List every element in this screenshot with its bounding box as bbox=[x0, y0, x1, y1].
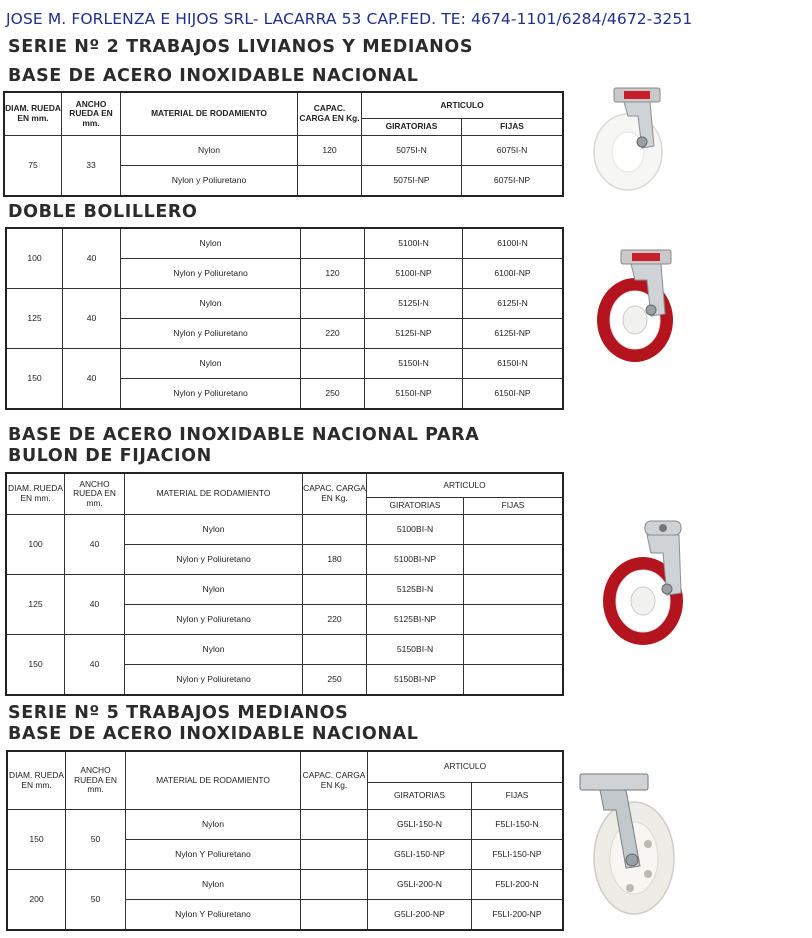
diam-cell: 75 bbox=[5, 136, 62, 196]
diam-cell: 100 bbox=[7, 229, 63, 289]
material-cell: Nylon bbox=[125, 635, 303, 665]
capac-cell bbox=[301, 229, 365, 259]
material-cell: Nylon y Poliuretano bbox=[125, 605, 303, 635]
fija-code-cell bbox=[464, 635, 563, 665]
fija-code-cell bbox=[464, 515, 563, 545]
diam-cell: 200 bbox=[8, 870, 66, 930]
fija-code-cell: F5LI-200-NP bbox=[472, 900, 563, 930]
white-nylon-swivel-caster-image bbox=[580, 86, 680, 196]
capac-cell bbox=[301, 840, 368, 870]
header-capac: CAPAC. CARGA EN Kg. bbox=[301, 752, 368, 810]
giratoria-code-cell: 5100I-NP bbox=[365, 259, 463, 289]
material-cell: Nylon bbox=[126, 870, 301, 900]
capac-cell: 120 bbox=[298, 136, 362, 166]
capac-cell bbox=[301, 289, 365, 319]
diam-cell: 150 bbox=[8, 810, 66, 870]
red-polyurethane-bolt-hole-caster-image bbox=[597, 517, 697, 647]
ancho-cell: 40 bbox=[65, 635, 125, 695]
fija-code-cell: 6150I-N bbox=[463, 349, 563, 379]
material-cell: Nylon y Poliuretano bbox=[125, 545, 303, 575]
giratoria-code-cell: 5100BI-NP bbox=[367, 545, 464, 575]
header-giratorias: GIRATORIAS bbox=[368, 783, 472, 810]
table-row bbox=[8, 870, 563, 900]
giratoria-code-cell: 5075I-NP bbox=[362, 166, 462, 196]
giratoria-code-cell: 5125I-N bbox=[365, 289, 463, 319]
material-cell: Nylon y Poliuretano bbox=[121, 319, 301, 349]
giratoria-code-cell: 5150I-N bbox=[365, 349, 463, 379]
ancho-cell: 50 bbox=[66, 810, 126, 870]
table-row bbox=[7, 515, 563, 545]
header-material: MATERIAL DE RODAMIENTO bbox=[121, 93, 298, 136]
giratoria-code-cell: 5150I-NP bbox=[365, 379, 463, 409]
giratoria-code-cell: G5LI-200-N bbox=[368, 870, 472, 900]
giratoria-code-cell: 5150BI-N bbox=[367, 635, 464, 665]
table-row bbox=[7, 229, 563, 259]
header-ancho: ANCHO RUEDA EN mm. bbox=[66, 752, 126, 810]
section-title-doble-bolillero: DOBLE BOLILLERO bbox=[8, 202, 198, 222]
ancho-cell: 33 bbox=[62, 136, 121, 196]
table-row bbox=[7, 349, 563, 379]
header-fijas: FIJAS bbox=[472, 783, 563, 810]
ancho-cell: 40 bbox=[65, 515, 125, 575]
fija-code-cell: F5LI-150-N bbox=[472, 810, 563, 840]
company-header: JOSE M. FORLENZA E HIJOS SRL- LACARRA 53 CAP.FED. TE: 4674-1101/6284/4672-3251 bbox=[6, 10, 693, 28]
header-ancho: ANCHO RUEDA EN mm. bbox=[65, 474, 125, 515]
giratoria-code-cell: G5LI-200-NP bbox=[368, 900, 472, 930]
header-diam: DIAM. RUEDA EN mm. bbox=[5, 93, 62, 136]
fija-code-cell: F5LI-200-N bbox=[472, 870, 563, 900]
table-bulon-fijacion bbox=[6, 473, 563, 695]
diam-cell: 125 bbox=[7, 289, 63, 349]
fija-code-cell: F5LI-150-NP bbox=[472, 840, 563, 870]
section-subtitle-base-acero: BASE DE ACERO INOXIDABLE NACIONAL bbox=[8, 66, 419, 86]
header-diam: DIAM. RUEDA EN mm. bbox=[8, 752, 66, 810]
header-fijas: FIJAS bbox=[462, 119, 563, 136]
header-diam: DIAM. RUEDA EN mm. bbox=[7, 474, 65, 515]
header-giratorias: GIRATORIAS bbox=[367, 498, 464, 515]
fija-code-cell bbox=[464, 575, 563, 605]
fija-code-cell bbox=[464, 605, 563, 635]
capac-cell: 250 bbox=[303, 665, 367, 695]
fija-code-cell: 6075I-N bbox=[462, 136, 563, 166]
ancho-cell: 40 bbox=[63, 289, 121, 349]
capac-cell bbox=[303, 575, 367, 605]
table-serie2-base-acero bbox=[4, 92, 563, 196]
material-cell: Nylon y Poliuretano bbox=[125, 665, 303, 695]
ancho-cell: 50 bbox=[66, 870, 126, 930]
material-cell: Nylon bbox=[125, 575, 303, 605]
ancho-cell: 40 bbox=[65, 575, 125, 635]
ancho-cell: 40 bbox=[63, 349, 121, 409]
material-cell: Nylon bbox=[126, 810, 301, 840]
fija-code-cell: 6125I-N bbox=[463, 289, 563, 319]
capac-cell bbox=[301, 810, 368, 840]
fija-code-cell: 6125I-NP bbox=[463, 319, 563, 349]
header-articulo: ARTICULO bbox=[367, 474, 563, 498]
giratoria-code-cell: 5100I-N bbox=[365, 229, 463, 259]
section-title-serie-5: SERIE Nº 5 TRABAJOS MEDIANOS bbox=[8, 703, 349, 723]
table-doble-bolillero bbox=[6, 228, 563, 409]
header-articulo: ARTICULO bbox=[368, 752, 563, 783]
giratoria-code-cell: G5LI-150-NP bbox=[368, 840, 472, 870]
capac-cell bbox=[301, 870, 368, 900]
section-title-bulon-2: BULON DE FIJACION bbox=[8, 446, 212, 466]
header-giratorias: GIRATORIAS bbox=[362, 119, 462, 136]
fija-code-cell: 6075I-NP bbox=[462, 166, 563, 196]
table-serie5-base-acero bbox=[7, 751, 563, 930]
material-cell: Nylon y Poliuretano bbox=[121, 379, 301, 409]
ancho-cell: 40 bbox=[63, 229, 121, 289]
capac-cell: 220 bbox=[301, 319, 365, 349]
section-subtitle-base-acero-5: BASE DE ACERO INOXIDABLE NACIONAL bbox=[8, 724, 419, 744]
capac-cell bbox=[301, 349, 365, 379]
table-row bbox=[5, 136, 563, 166]
giratoria-code-cell: 5125BI-NP bbox=[367, 605, 464, 635]
material-cell: Nylon bbox=[121, 229, 301, 259]
header-ancho: ANCHO RUEDA EN mm. bbox=[62, 93, 121, 136]
material-cell: Nylon bbox=[125, 515, 303, 545]
table-row bbox=[7, 635, 563, 665]
heavy-white-nylon-swivel-caster-image bbox=[574, 770, 689, 920]
header-fijas: FIJAS bbox=[464, 498, 563, 515]
capac-cell bbox=[303, 515, 367, 545]
giratoria-code-cell: 5125I-NP bbox=[365, 319, 463, 349]
red-polyurethane-swivel-caster-image bbox=[585, 248, 690, 366]
fija-code-cell bbox=[464, 665, 563, 695]
giratoria-code-cell: 5125BI-N bbox=[367, 575, 464, 605]
fija-code-cell bbox=[464, 545, 563, 575]
fija-code-cell: 6100I-NP bbox=[463, 259, 563, 289]
table-row bbox=[7, 575, 563, 605]
diam-cell: 100 bbox=[7, 515, 65, 575]
material-cell: Nylon bbox=[121, 136, 298, 166]
material-cell: Nylon Y Poliuretano bbox=[126, 840, 301, 870]
section-title-bulon-1: BASE DE ACERO INOXIDABLE NACIONAL PARA bbox=[8, 425, 480, 445]
table-row bbox=[7, 289, 563, 319]
diam-cell: 150 bbox=[7, 349, 63, 409]
header-articulo: ARTICULO bbox=[362, 93, 563, 119]
material-cell: Nylon y Poliuretano bbox=[121, 166, 298, 196]
giratoria-code-cell: 5100BI-N bbox=[367, 515, 464, 545]
capac-cell bbox=[303, 635, 367, 665]
capac-cell: 180 bbox=[303, 545, 367, 575]
section-title-serie-2: SERIE Nº 2 TRABAJOS LIVIANOS Y MEDIANOS bbox=[8, 37, 474, 57]
giratoria-code-cell: 5150BI-NP bbox=[367, 665, 464, 695]
giratoria-code-cell: G5LI-150-N bbox=[368, 810, 472, 840]
header-capac: CAPAC. CARGA EN Kg. bbox=[303, 474, 367, 515]
material-cell: Nylon Y Poliuretano bbox=[126, 900, 301, 930]
diam-cell: 125 bbox=[7, 575, 65, 635]
material-cell: Nylon bbox=[121, 349, 301, 379]
header-material: MATERIAL DE RODAMIENTO bbox=[125, 474, 303, 515]
capac-cell: 120 bbox=[301, 259, 365, 289]
diam-cell: 150 bbox=[7, 635, 65, 695]
capac-cell: 220 bbox=[303, 605, 367, 635]
header-material: MATERIAL DE RODAMIENTO bbox=[126, 752, 301, 810]
capac-cell bbox=[301, 900, 368, 930]
fija-code-cell: 6100I-N bbox=[463, 229, 563, 259]
fija-code-cell: 6150I-NP bbox=[463, 379, 563, 409]
material-cell: Nylon y Poliuretano bbox=[121, 259, 301, 289]
capac-cell bbox=[298, 166, 362, 196]
material-cell: Nylon bbox=[121, 289, 301, 319]
table-row bbox=[8, 810, 563, 840]
header-capac: CAPAC. CARGA EN Kg. bbox=[298, 93, 362, 136]
capac-cell: 250 bbox=[301, 379, 365, 409]
giratoria-code-cell: 5075I-N bbox=[362, 136, 462, 166]
